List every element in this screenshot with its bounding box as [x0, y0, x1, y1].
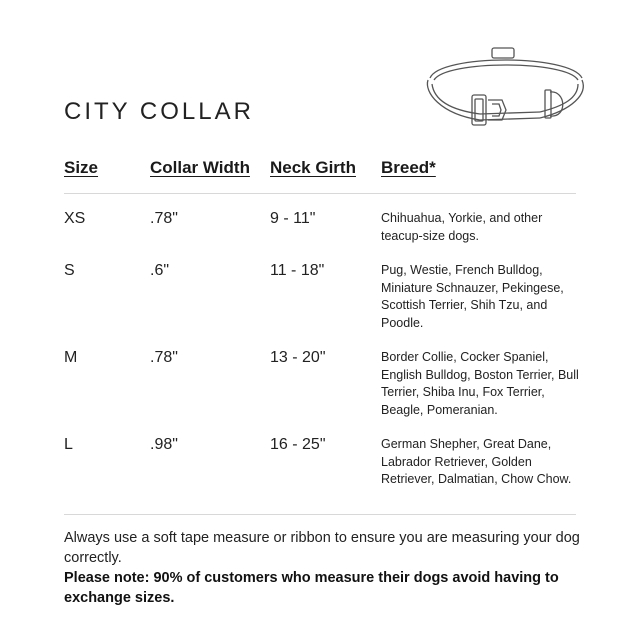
size-cell: XS: [64, 210, 86, 227]
footer-divider: [64, 514, 576, 515]
header-size: Size: [64, 158, 99, 177]
header-collar-width: Collar Width: [150, 158, 250, 177]
breed-cell: Pug, Westie, French Bulldog, Miniature Schnauzer, Pekingese, Scottish Terrier, Shih Tzu, and Poodle.: [381, 263, 564, 330]
neck-girth-cell: 9 - 11": [270, 210, 316, 227]
collar-width-cell: .98": [150, 436, 178, 453]
page-title: CITY COLLAR: [64, 98, 254, 125]
note-text: Always use a soft tape measure or ribbon to ensure you are measuring your dog correctly.: [64, 530, 580, 566]
breed-cell: German Shepher, Great Dane, Labrador Retriever, Golden Retriever, Dalmatian, Chow Chow.: [381, 437, 572, 486]
breed-cell: Border Collie, Cocker Spaniel, English Bulldog, Boston Terrier, Bull Terrier, Shiba Inu, Fox Terrier, Beagle, Pomeranian.: [381, 350, 579, 417]
breed-cell: Chihuahua, Yorkie, and other teacup-size dogs.: [381, 211, 543, 243]
header-neck-girth: Neck Girth: [270, 158, 356, 177]
neck-girth-cell: 16 - 25": [270, 436, 326, 453]
header-breed: Breed*: [381, 158, 436, 177]
neck-girth-cell: 13 - 20": [270, 349, 326, 366]
collar-width-cell: .78": [150, 210, 178, 227]
collar-width-cell: .6": [150, 262, 170, 279]
note-emphasis: Please note: 90% of customers who measure their dogs avoid having to exchange sizes.: [64, 570, 559, 606]
measuring-note: [64, 528, 584, 608]
collar-icon: [410, 40, 600, 140]
header-divider: [64, 193, 576, 194]
size-cell: S: [64, 262, 75, 279]
collar-width-cell: .78": [150, 349, 178, 366]
table-header-row: [0, 158, 640, 188]
size-cell: M: [64, 349, 78, 366]
neck-girth-cell: 11 - 18": [270, 262, 325, 279]
size-cell: L: [64, 436, 73, 453]
